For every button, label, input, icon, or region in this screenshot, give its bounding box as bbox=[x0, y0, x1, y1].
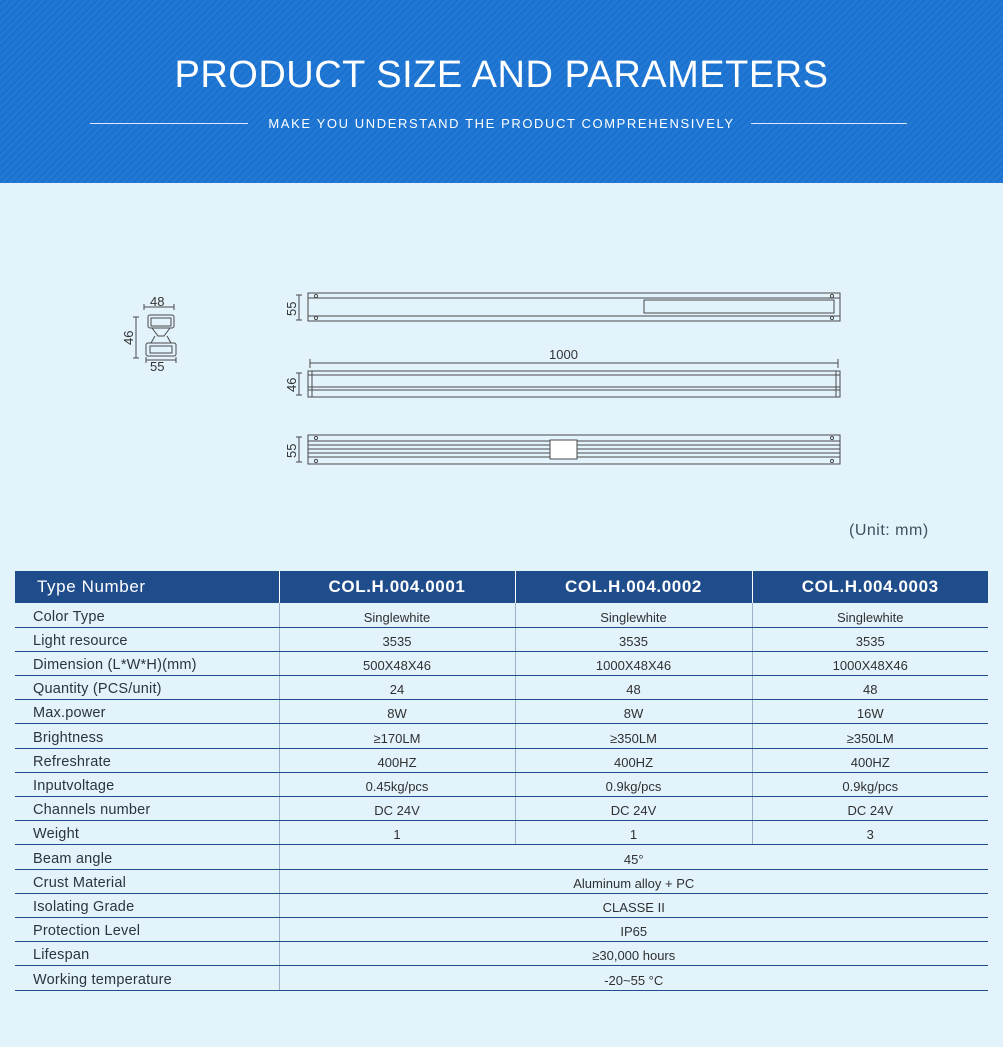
table-cell: 3535 bbox=[752, 627, 988, 651]
row-label: Brightness bbox=[15, 724, 279, 748]
table-row bbox=[15, 772, 988, 796]
row-label: Weight bbox=[15, 821, 279, 845]
table-cell: 16W bbox=[752, 700, 988, 724]
row-label: Light resource bbox=[15, 627, 279, 651]
table-row bbox=[15, 724, 988, 748]
table-row bbox=[15, 748, 988, 772]
table-cell: 8W bbox=[515, 700, 752, 724]
row-label: Isolating Grade bbox=[15, 893, 279, 917]
table-cell: 48 bbox=[752, 676, 988, 700]
table-row bbox=[15, 893, 988, 917]
row-label: Inputvoltage bbox=[15, 772, 279, 796]
column-header: COL.H.004.0002 bbox=[515, 571, 752, 603]
table-cell: 0.9kg/pcs bbox=[515, 772, 752, 796]
table-cell: 1 bbox=[515, 821, 752, 845]
table-cell: 3 bbox=[752, 821, 988, 845]
table-row bbox=[15, 603, 988, 627]
row-label: Refreshrate bbox=[15, 748, 279, 772]
end-base-label: 55 bbox=[150, 359, 165, 374]
table-row bbox=[15, 966, 988, 990]
row-label: Crust Material bbox=[15, 869, 279, 893]
table-cell: 0.45kg/pcs bbox=[279, 772, 515, 796]
table-cell: IP65 bbox=[279, 917, 988, 941]
table-cell: ≥350LM bbox=[515, 724, 752, 748]
table-cell: Singlewhite bbox=[279, 603, 515, 627]
table-cell: Singlewhite bbox=[752, 603, 988, 627]
table-cell: 8W bbox=[279, 700, 515, 724]
header-banner bbox=[0, 0, 1003, 183]
page-subtitle: MAKE YOU UNDERSTAND THE PRODUCT COMPREHENSIVELY bbox=[268, 116, 735, 131]
table-cell: ≥170LM bbox=[279, 724, 515, 748]
table-row bbox=[15, 821, 988, 845]
table-cell: 400HZ bbox=[279, 748, 515, 772]
column-header: COL.H.004.0003 bbox=[752, 571, 988, 603]
table-cell: 400HZ bbox=[752, 748, 988, 772]
row-label: Channels number bbox=[15, 797, 279, 821]
table-cell: 0.9kg/pcs bbox=[752, 772, 988, 796]
length-label: 1000 bbox=[549, 347, 578, 362]
end-height-label: 46 bbox=[121, 330, 136, 345]
top-view bbox=[296, 293, 840, 321]
table-row bbox=[15, 917, 988, 941]
page-title: PRODUCT SIZE AND PARAMETERS bbox=[174, 54, 829, 96]
table-row bbox=[15, 627, 988, 651]
product-dimension-drawing bbox=[0, 183, 1003, 513]
table-cell: 1 bbox=[279, 821, 515, 845]
table-header-row bbox=[15, 571, 988, 603]
table-cell: 3535 bbox=[515, 627, 752, 651]
table-cell: ≥350LM bbox=[752, 724, 988, 748]
row-label: Working temperature bbox=[15, 966, 279, 990]
table-cell: 500X48X46 bbox=[279, 651, 515, 675]
table-cell: 48 bbox=[515, 676, 752, 700]
end-width-label: 48 bbox=[150, 294, 165, 309]
table-row bbox=[15, 797, 988, 821]
row-label: Beam angle bbox=[15, 845, 279, 869]
table-cell: DC 24V bbox=[515, 797, 752, 821]
table-cell: Aluminum alloy + PC bbox=[279, 869, 988, 893]
row-label: Protection Level bbox=[15, 917, 279, 941]
column-header: Type Number bbox=[15, 571, 279, 603]
table-cell: DC 24V bbox=[279, 797, 515, 821]
table-cell: -20~55 °C bbox=[279, 966, 988, 990]
row-label: Quantity (PCS/unit) bbox=[15, 676, 279, 700]
specifications-table bbox=[15, 571, 988, 991]
table-row bbox=[15, 942, 988, 966]
unit-note: (Unit: mm) bbox=[849, 522, 929, 539]
row-label: Dimension (L*W*H)(mm) bbox=[15, 651, 279, 675]
table-cell: 24 bbox=[279, 676, 515, 700]
table-cell: DC 24V bbox=[752, 797, 988, 821]
table-cell: ≥30,000 hours bbox=[279, 942, 988, 966]
table-row bbox=[15, 845, 988, 869]
table-cell: 1000X48X46 bbox=[752, 651, 988, 675]
table-row bbox=[15, 651, 988, 675]
table-cell: CLASSE II bbox=[279, 893, 988, 917]
row-label: Color Type bbox=[15, 603, 279, 627]
end-view bbox=[133, 304, 176, 363]
front-view bbox=[296, 359, 840, 397]
row-label: Max.power bbox=[15, 700, 279, 724]
table-cell: 3535 bbox=[279, 627, 515, 651]
bottom-view-height-label: 55 bbox=[284, 443, 299, 458]
column-header: COL.H.004.0001 bbox=[279, 571, 515, 603]
table-cell: 400HZ bbox=[515, 748, 752, 772]
table-cell: 45° bbox=[279, 845, 988, 869]
bottom-view bbox=[296, 435, 840, 464]
row-label: Lifespan bbox=[15, 942, 279, 966]
table-row bbox=[15, 700, 988, 724]
table-cell: Singlewhite bbox=[515, 603, 752, 627]
subtitle-right-rule bbox=[751, 123, 907, 124]
table-row bbox=[15, 676, 988, 700]
table-row bbox=[15, 869, 988, 893]
table-cell: 1000X48X46 bbox=[515, 651, 752, 675]
front-view-height-label: 46 bbox=[284, 377, 299, 392]
top-view-height-label: 55 bbox=[284, 301, 299, 316]
